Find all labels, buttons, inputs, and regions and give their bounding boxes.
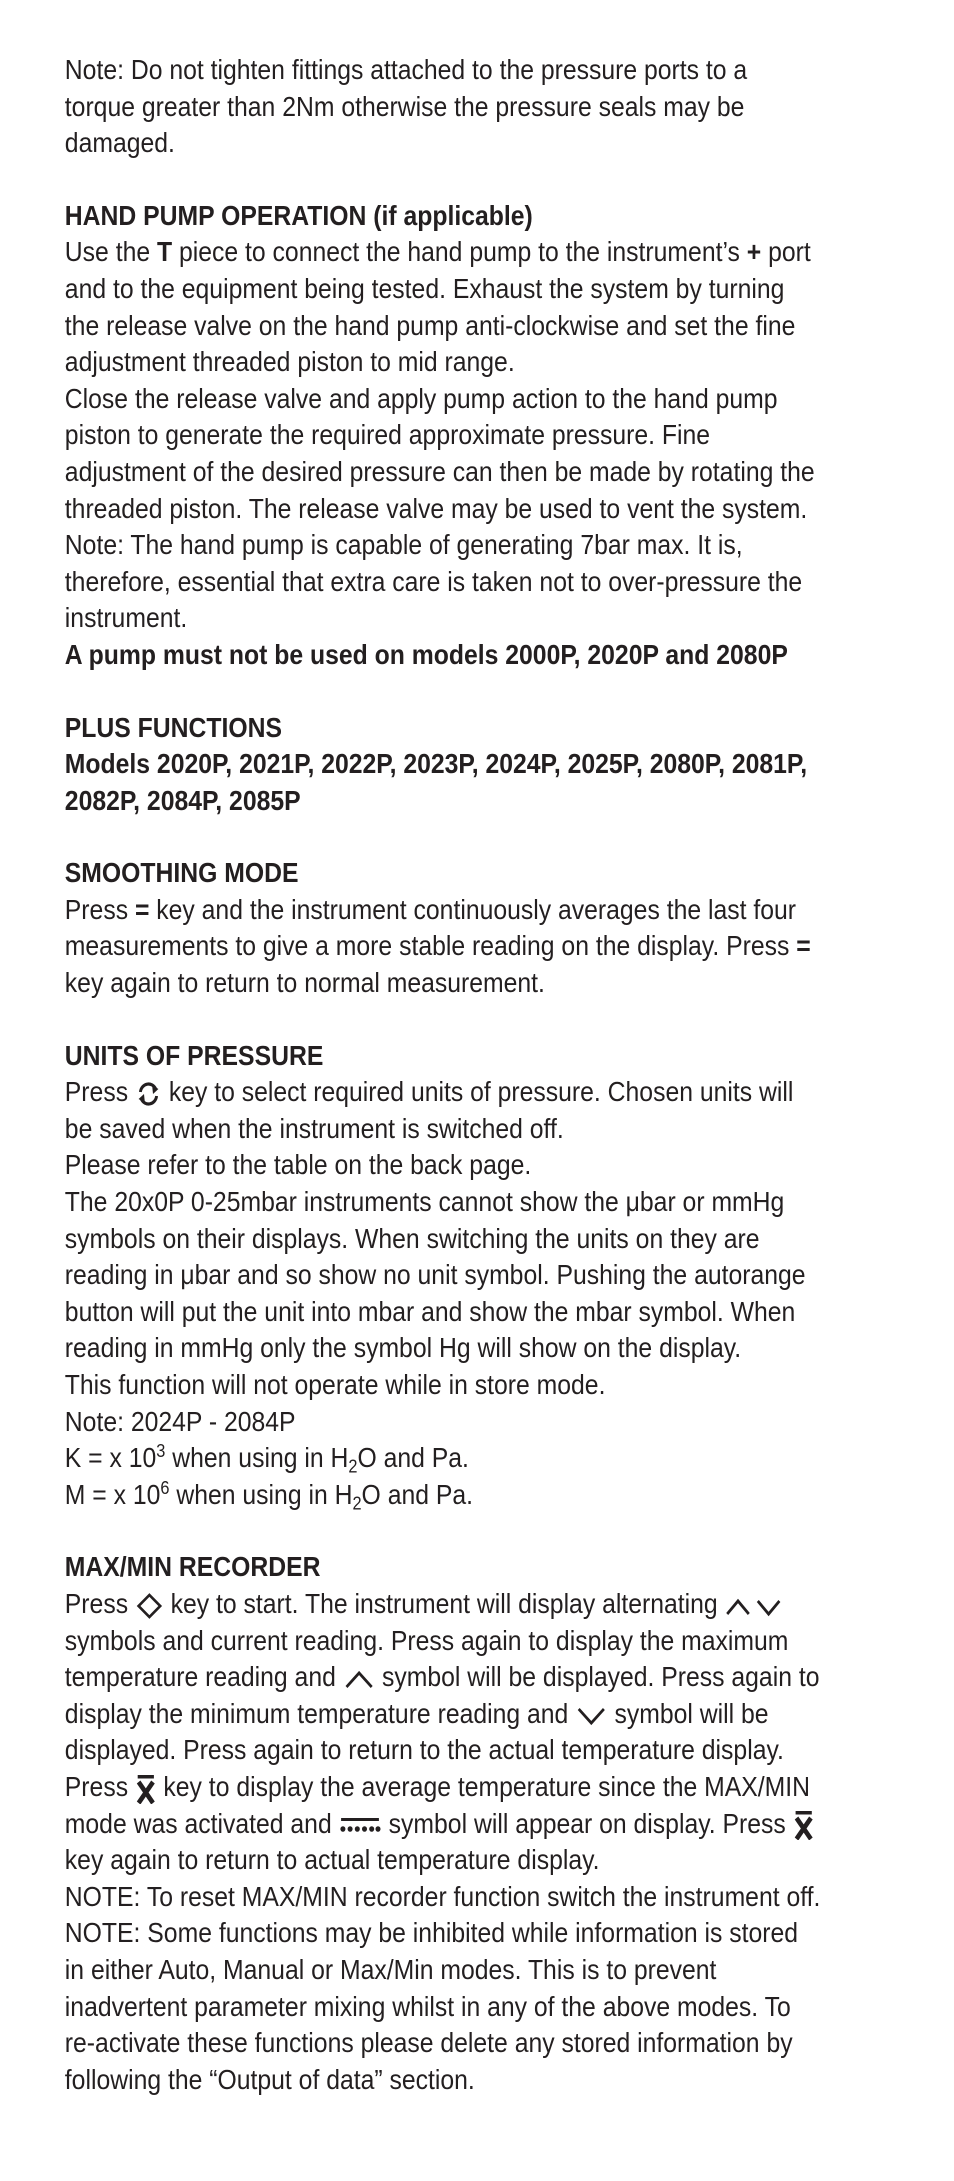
maxmin-paragraph-1: Press key to start. The instrument will display alternating symbols and current reading. Press again to display the maximum temperature reading and symbol will be displayed. Press again to display the minimum temperature reading and symbol will be displayed. Press again to return to the actual temperature display.	[64, 1587, 820, 1766]
t-piece-symbol: T	[156, 236, 173, 268]
units-k-line: K = x $10^3$ when using in $H_2O$ and Pa.	[64, 1441, 469, 1477]
maxmin-note-2: NOTE: Some functions may be inhibited while information is stored in either Auto, Manual or Max/Min modes. This is to prevent inadvertent parameter mixing whilst in any of the above modes. To re-activate these functions please delete any stored information by following the “Output of data” section.	[64, 1917, 799, 2095]
units-m-line: M = x $10^6$ when using in $H_2O$ and Pa.	[64, 1477, 474, 1514]
plus-functions-heading: PLUS FUNCTIONS	[64, 711, 283, 743]
hand-pump-note: Note: The hand pump is capable of generating 7bar max. It is, therefore, essential that extra care is taken not to over-pressure the instrument.	[64, 529, 803, 634]
smoothing-section	[65, 855, 823, 1001]
pump-warning: A pump must not be used on models 2000P, 2020P and 2080P	[64, 638, 788, 670]
hand-pump-section	[65, 198, 823, 674]
units-paragraph-5: Note: 2024P - 2084P	[64, 1405, 296, 1437]
diamond-key-icon	[135, 1592, 164, 1620]
torque-note: Note: Do not tighten fittings attached to the pressure ports to a torque greater than 2Nm otherwise the pressure seals may be damaged.	[64, 54, 748, 159]
hand-pump-heading: HAND PUMP OPERATION (if applicable)	[64, 199, 533, 231]
units-paragraph-1: Press key to select required units of pressure. Chosen units will be saved when the instrument is switched off.	[64, 1076, 794, 1144]
plus-functions-section	[65, 710, 823, 820]
smoothing-heading: SMOOTHING MODE	[64, 857, 299, 889]
hand-pump-paragraph-2: Close the release valve and apply pump action to the hand pump piston to generate the required approximate pressure. Fine adjustment of the desired pressure can then be made by rotating the threaded piston. The release valve may be used to vent the system.	[64, 382, 815, 524]
equals-key-symbol: =	[134, 893, 150, 925]
units-section	[65, 1038, 823, 1514]
smoothing-paragraph: Press = key and the instrument continuously averages the last four measurements to give a more stable reading on the display. Press = key again to return to normal measurement.	[64, 893, 811, 999]
plus-port-symbol: +	[746, 236, 762, 268]
units-paragraph-2: Please refer to the table on the back page.	[64, 1149, 532, 1181]
average-key-icon	[135, 1774, 157, 1804]
maxmin-note-1: NOTE: To reset MAX/MIN recorder function switch the instrument off.	[64, 1880, 821, 1912]
units-paragraph-4: This function will not operate while in store mode.	[64, 1369, 606, 1400]
hand-pump-paragraph-1: Use the T piece to connect the hand pump to the instrument’s + port and to the equipment being tested. Exhaust the system by turning the release valve on the hand pump anti-clockwise and set the fine adjustment threaded piston to mid range.	[64, 236, 811, 378]
maxmin-paragraph-2: Press key to display the average temperature since the MAX/MIN mode was activated and symbol will appear on display. Press key again to return to actual temperature display.	[65, 1769, 823, 1879]
max-arrow-icon	[343, 1668, 375, 1690]
units-heading: UNITS OF PRESSURE	[64, 1039, 324, 1071]
units-paragraph-3: The 20x0P 0-25mbar instruments cannot show the μbar or mmHg symbols on their displays. When switching the units on they are reading in μbar and so show no unit symbol. Pushing the autorange button will put the unit into mbar and show the mbar symbol. When reading in mmHg only the symbol Hg will show on the display.	[64, 1186, 806, 1364]
equals-key-symbol: =	[796, 930, 811, 962]
maxmin-section	[65, 1549, 823, 2098]
plus-functions-models: Models 2020P, 2021P, 2022P, 2023P, 2024P, 2025P, 2080P, 2081P, 2082P, 2084P, 2085P	[64, 748, 808, 816]
cycle-arrows-icon	[135, 1080, 162, 1108]
max-min-arrows-icon	[725, 1595, 784, 1617]
average-display-icon	[339, 1814, 382, 1836]
average-key-icon	[793, 1810, 815, 1840]
min-arrow-icon	[575, 1704, 607, 1726]
maxmin-heading: MAX/MIN RECORDER	[64, 1551, 321, 1583]
